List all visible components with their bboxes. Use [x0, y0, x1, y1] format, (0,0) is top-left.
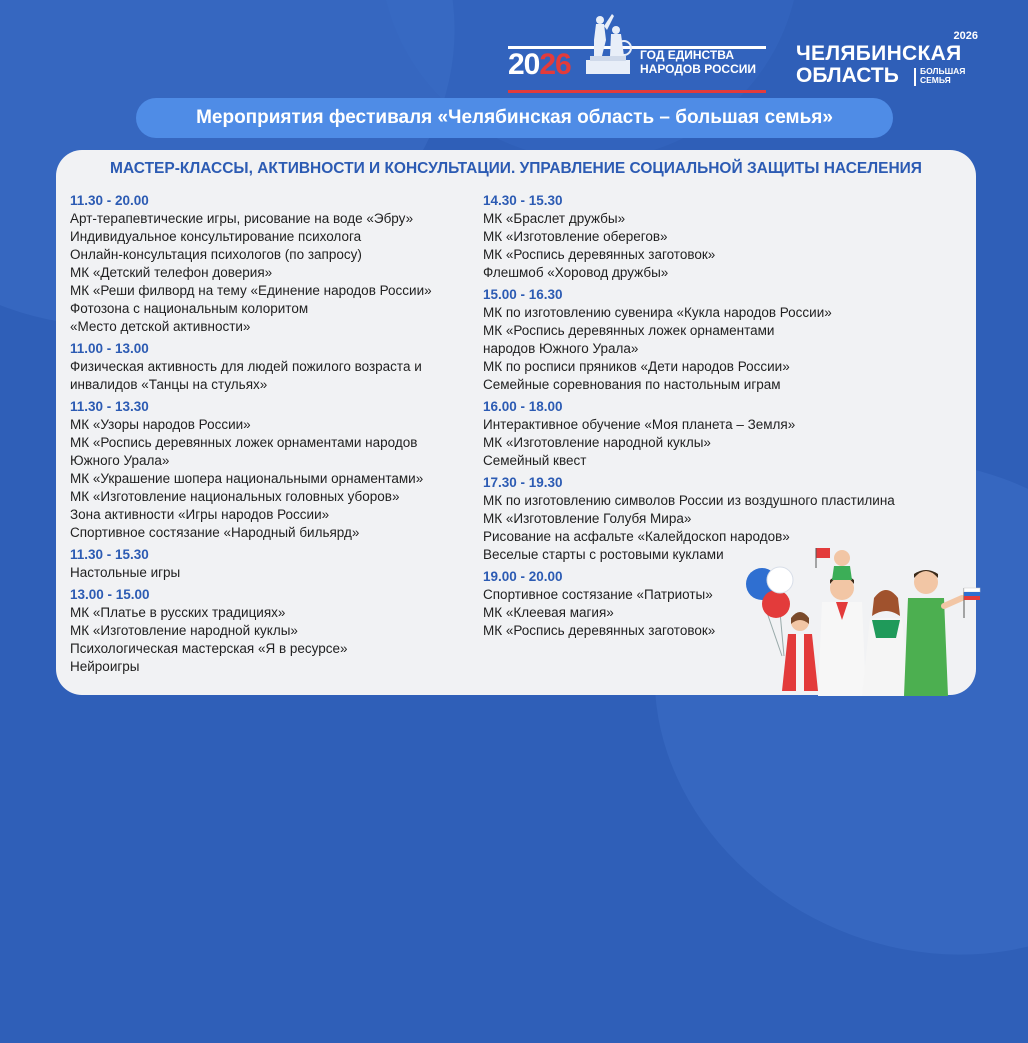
activity-item: МК по изготовлению символов России из воздушного пластилина	[483, 493, 895, 508]
time-slot: 15.00 - 16.30	[483, 287, 563, 302]
activity-item: народов Южного Урала»	[483, 341, 639, 356]
activity-item: МК по росписи пряников «Дети народов России»	[483, 359, 790, 374]
activity-item: Нейроигры	[70, 659, 140, 674]
activity-item: Спортивное состязание «Народный бильярд»	[70, 525, 360, 540]
time-slot-group	[483, 192, 963, 282]
logo-stripe-red	[508, 90, 766, 93]
activity-item: МК «Изготовление народной куклы»	[483, 435, 711, 450]
time-slot-group	[483, 398, 963, 470]
activity-item: МК «Изготовление Голубя Мира»	[483, 511, 692, 526]
activity-item: Физическая активность для людей пожилого возраста и	[70, 359, 422, 374]
activity-item: МК «Реши филворд на тему «Единение народов России»	[70, 283, 432, 298]
activity-item: МК «Украшение шопера национальными орнаментами»	[70, 471, 424, 486]
time-slot-group	[70, 546, 480, 582]
page-title: Мероприятия фестиваля «Челябинская область – большая семья»	[136, 98, 893, 138]
year-of-unity-logo	[508, 14, 766, 82]
time-slot: 11.00 - 13.00	[70, 341, 149, 356]
time-slot-group	[70, 340, 480, 394]
year-number: 2026	[508, 48, 571, 81]
activity-item: Онлайн-консультация психологов (по запросу)	[70, 247, 362, 262]
activity-item: Рисование на асфальте «Калейдоскоп народов»	[483, 529, 790, 544]
activity-item: МК «Изготовление оберегов»	[483, 229, 668, 244]
activity-item: МК по изготовлению сувенира «Кукла народов России»	[483, 305, 832, 320]
schedule-column-left	[70, 192, 480, 680]
time-slot: 11.30 - 20.00	[70, 193, 149, 208]
logo2-year: 2026	[953, 30, 978, 42]
activity-item: МК «Платье в русских традициях»	[70, 605, 286, 620]
activity-item: МК «Клеевая магия»	[483, 605, 614, 620]
activity-item: «Место детской активности»	[70, 319, 251, 334]
logo2-line1: ЧЕЛЯБИНСКАЯ	[796, 42, 962, 65]
time-slot-group	[483, 286, 963, 394]
time-slot: 11.30 - 15.30	[70, 547, 149, 562]
time-slot: 14.30 - 15.30	[483, 193, 563, 208]
time-slot-group	[70, 586, 480, 676]
activity-item: Семейные соревнования по настольным играм	[483, 377, 781, 392]
activity-item: инвалидов «Танцы на стульях»	[70, 377, 268, 392]
time-slot: 19.00 - 20.00	[483, 569, 563, 584]
family-illustration	[738, 546, 988, 696]
time-slot: 11.30 - 13.30	[70, 399, 149, 414]
activity-item: МК «Роспись деревянных заготовок»	[483, 247, 716, 262]
logo2-line2: ОБЛАСТЬ	[796, 64, 899, 87]
time-slot: 17.30 - 19.30	[483, 475, 563, 490]
logo2-separator	[914, 68, 916, 86]
activity-item: Семейный квест	[483, 453, 587, 468]
time-slot: 13.00 - 15.00	[70, 587, 150, 602]
activity-item: Арт-терапевтические игры, рисование на воде «Эбру»	[70, 211, 414, 226]
activity-item: МК «Браслет дружбы»	[483, 211, 626, 226]
activity-item: Психологическая мастерская «Я в ресурсе»	[70, 641, 348, 656]
activity-item: Настольные игры	[70, 565, 181, 580]
time-slot-group	[70, 398, 480, 542]
logo2-tagline: БОЛЬШАЯ СЕМЬЯ	[920, 66, 966, 85]
activity-item: МК «Роспись деревянных ложек орнаментами	[483, 323, 775, 338]
activity-item: МК «Роспись деревянных ложек орнаментами народов	[70, 435, 418, 450]
monument-icon	[580, 10, 636, 78]
activity-item: Интерактивное обучение «Моя планета – Земля»	[483, 417, 796, 432]
activity-item: МК «Изготовление народной куклы»	[70, 623, 298, 638]
section-title: МАСТЕР-КЛАССЫ, АКТИВНОСТИ И КОНСУЛЬТАЦИИ. УПРАВЛЕНИЕ СОЦИАЛЬНОЙ ЗАЩИТЫ НАСЕЛЕНИЯ	[110, 160, 922, 177]
activity-item: Веселые старты с ростовыми куклами	[483, 547, 724, 562]
time-slot-group	[70, 192, 480, 336]
logo1-text: ГОД ЕДИНСТВА НАРОДОВ РОССИИ	[640, 48, 756, 76]
chelyabinsk-region-logo	[796, 30, 986, 90]
activity-item: Фотозона с национальным колоритом	[70, 301, 309, 316]
activity-item: Спортивное состязание «Патриоты»	[483, 587, 713, 602]
balloon-white	[767, 567, 793, 593]
activity-item: МК «Узоры народов России»	[70, 417, 251, 432]
time-slot: 16.00 - 18.00	[483, 399, 563, 414]
balloon-red	[762, 590, 790, 618]
activity-item: Южного Урала»	[70, 453, 170, 468]
activity-item: Зона активности «Игры народов России»	[70, 507, 330, 522]
activity-item: МК «Изготовление национальных головных уборов»	[70, 489, 400, 504]
activity-item: Флешмоб «Хоровод дружбы»	[483, 265, 669, 280]
activity-item: Индивидуальное консультирование психолога	[70, 229, 362, 244]
activity-item: МК «Детский телефон доверия»	[70, 265, 273, 280]
activity-item: МК «Роспись деревянных заготовок»	[483, 623, 716, 638]
